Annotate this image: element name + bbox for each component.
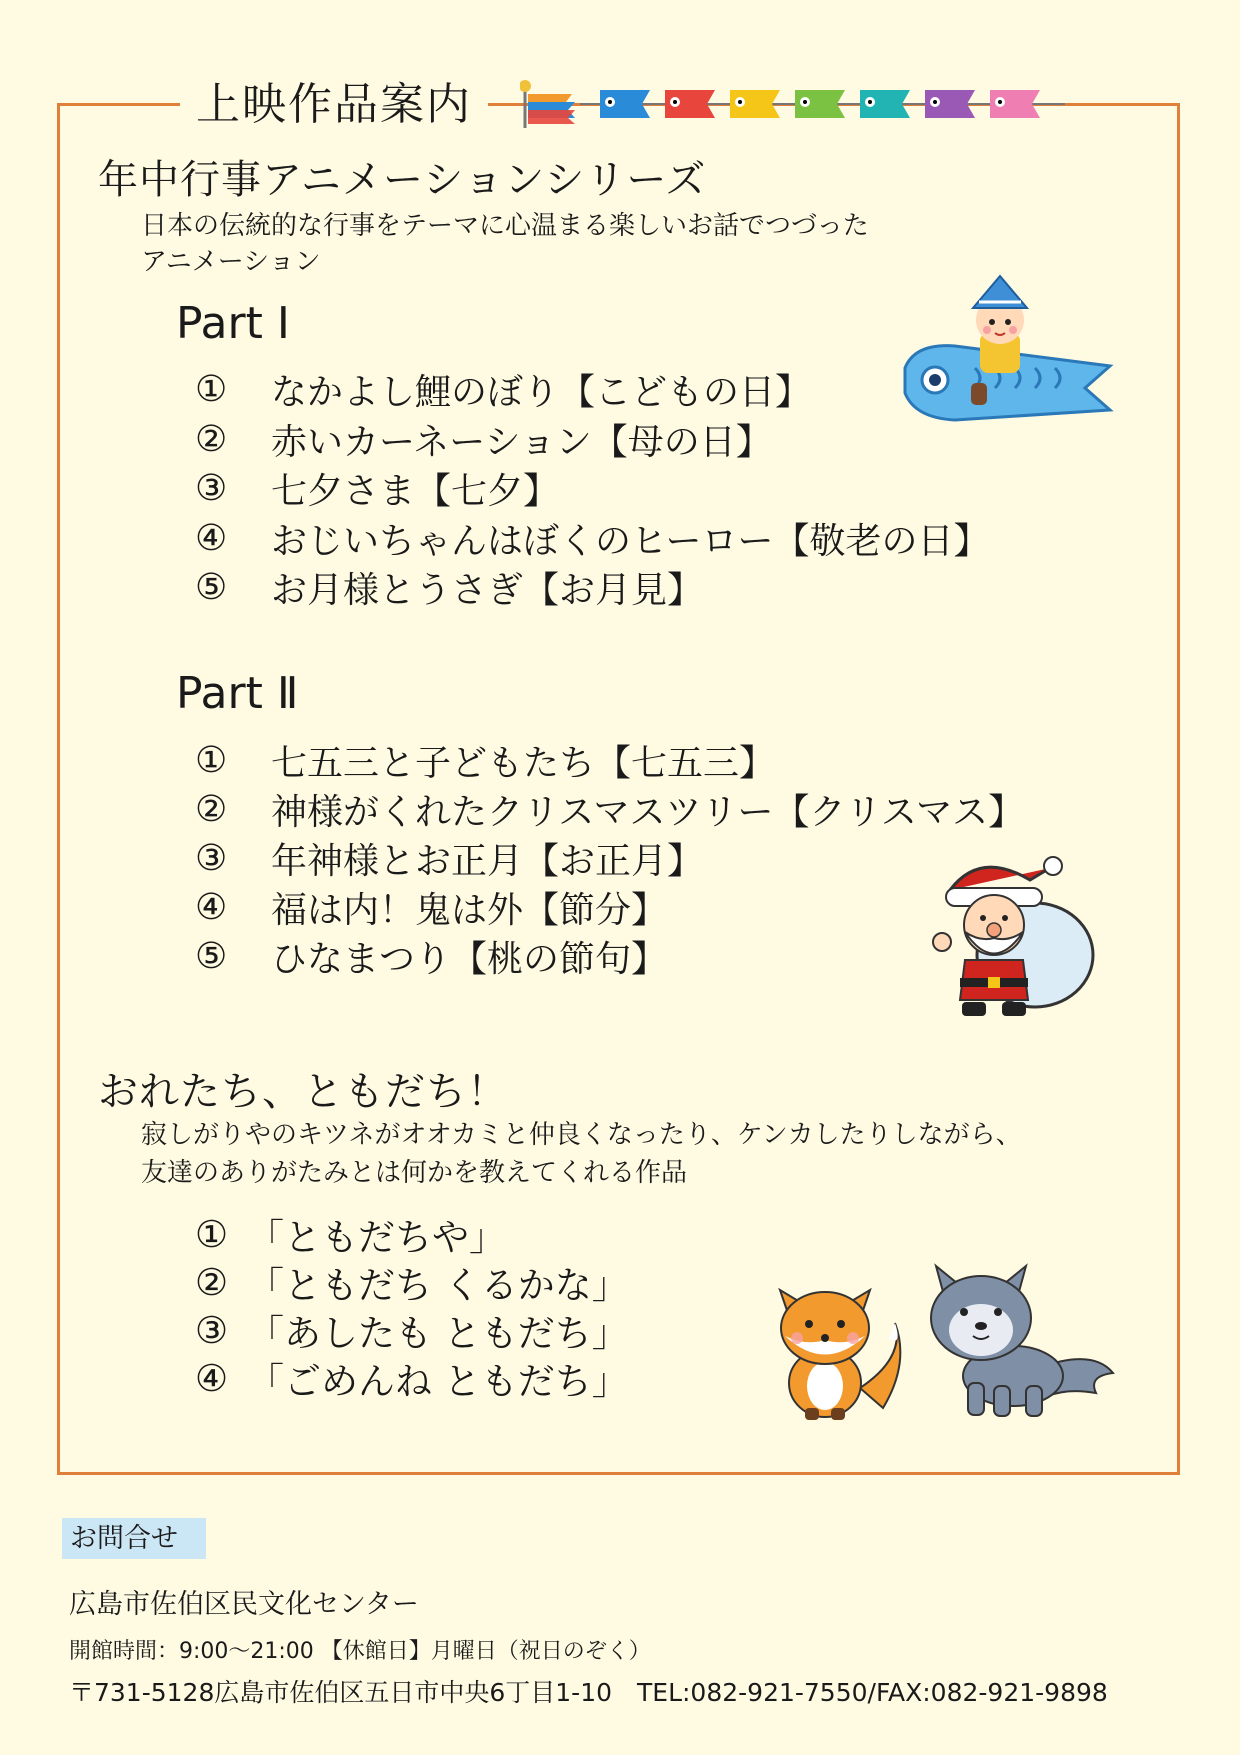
page-title: 上映作品案内 — [196, 79, 472, 130]
address-contact: 〒731-5128広島市佐伯区五日市中央6丁目1-10 TEL:082-921-7550/FAX:082-921-9898 — [69, 1678, 1108, 1707]
list-item: ① 「ともだちや」 — [195, 1212, 506, 1259]
list-item: ③ 年神様とお正月【お正月】 — [195, 838, 704, 882]
part2-list — [195, 736, 1024, 981]
series2-title: おれたち、ともだち！ — [98, 1069, 508, 1115]
part1-list — [195, 365, 990, 613]
koinobori-boy-illustration — [895, 268, 1120, 453]
part2-label: Part Ⅱ — [176, 668, 299, 719]
list-item: ① なかよし鯉のぼり【こどもの日】 — [195, 369, 812, 414]
fox-illustration — [765, 1268, 910, 1423]
wolf-illustration — [918, 1258, 1118, 1428]
list-item: ④ 「ごめんね ともだち」 — [195, 1356, 629, 1403]
opening-hours: 開館時間：9:00～21:00 【休館日】月曜日（祝日のぞく） — [69, 1639, 651, 1664]
list-item: ④ おじいちゃんはぼくのヒーロー【敬老の日】 — [195, 517, 990, 562]
series2-desc-line2: 友達のありがたみとは何かを教えてくれる作品 — [141, 1158, 688, 1188]
pole-top-icon — [520, 80, 531, 92]
series2-desc-line1: 寂しがりやのキツネがオオカミと仲良くなったり、ケンカしたりしながら、 — [141, 1120, 1022, 1150]
list-item: ② 神様がくれたクリスマスツリー【クリスマス】 — [195, 789, 1025, 833]
list-item: ① 七五三と子どもたち【七五三】 — [195, 740, 776, 784]
series1-desc-line2: アニメーション — [141, 247, 321, 277]
organization-name: 広島市佐伯区民文化センター — [69, 1589, 419, 1620]
santa-claus-illustration — [910, 850, 1100, 1025]
list-item: ② 「ともだち くるかな」 — [195, 1260, 629, 1307]
list-item: ② 赤いカーネーション【母の日】 — [195, 418, 772, 463]
list-item: ⑤ ひなまつり【桃の節句】 — [195, 936, 668, 980]
series1-title: 年中行事アニメーションシリーズ — [98, 157, 707, 203]
list-item: ⑤ お月様とうさぎ【お月見】 — [195, 567, 704, 612]
list-item: ③ 七夕さま【七夕】 — [195, 468, 560, 513]
list-item: ③ 「あしたも ともだち」 — [195, 1308, 629, 1355]
koinobori-garland — [520, 80, 1070, 130]
series1-desc-line1: 日本の伝統的な行事をテーマに心温まる楽しいお話でつづった — [141, 211, 869, 241]
title-wrap — [180, 70, 488, 140]
list-item: ④ 福は内！鬼は外【節分】 — [195, 887, 668, 931]
part1-label: Part Ⅰ — [176, 298, 290, 349]
contact-tag: お問合せ — [62, 1518, 206, 1559]
series2-list — [195, 1210, 629, 1402]
